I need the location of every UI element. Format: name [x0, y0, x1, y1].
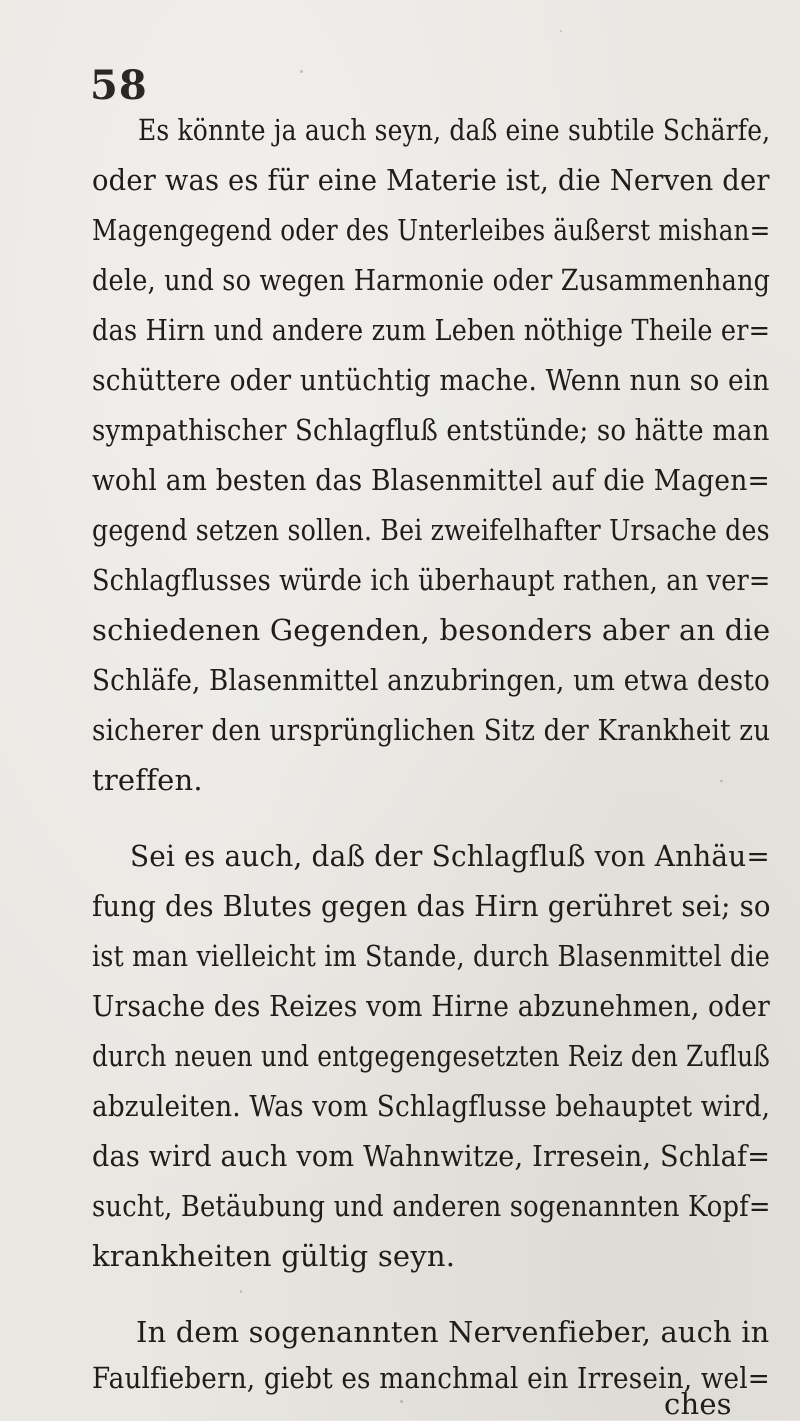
- text-line: abzuleiten. Was vom Schlagflusse behauptet wird,: [92, 1089, 771, 1123]
- text-line: sucht, Betäubung und anderen sogenannten Kopf=: [92, 1189, 771, 1223]
- text-line: sicherer den ursprünglichen Sitz der Krankheit zu: [92, 713, 771, 747]
- text-line: Magengegend oder des Unterleibes äußerst mishan=: [92, 213, 771, 247]
- text-line: durch neuen und entgegengesetzten Reiz den Zufluß: [92, 1039, 771, 1073]
- text-line: Schläfe, Blasenmittel anzubringen, um etwa desto: [92, 663, 771, 697]
- text-line: wohl am besten das Blasenmittel auf die Magen=: [92, 463, 770, 497]
- paper-speck: [560, 30, 562, 32]
- text-line: Ursache des Reizes vom Hirne abzunehmen, oder: [92, 989, 771, 1023]
- text-line: treffen.: [92, 763, 203, 797]
- text-line: ist man vielleicht im Stande, durch Blasenmittel die: [92, 939, 770, 973]
- text-line: Sei es auch, daß der Schlagfluß von Anhäu=: [130, 839, 770, 873]
- text-line: ches: [664, 1387, 732, 1421]
- text-line: Schlagflusses würde ich überhaupt rathen, an ver=: [92, 563, 771, 597]
- paper-speck: [720, 780, 723, 782]
- text-line: krankheiten gültig seyn.: [92, 1239, 456, 1273]
- text-line: dele, und so wegen Harmonie oder Zusammenhang: [92, 263, 771, 297]
- text-line: gegend setzen sollen. Bei zweifelhafter Ursache des: [92, 513, 770, 547]
- paper-speck: [240, 1290, 242, 1293]
- paper-speck: [400, 1400, 403, 1403]
- text-line: schiedenen Gegenden, besonders aber an die: [92, 613, 771, 647]
- text-line: oder was es für eine Materie ist, die Nerven der: [92, 163, 770, 197]
- text-line: Faulfiebern, giebt es manchmal ein Irresein, wel=: [92, 1361, 770, 1395]
- page-number: 58: [90, 62, 148, 109]
- paper-speck: [300, 70, 303, 73]
- text-line: schüttere oder untüchtig mache. Wenn nun so ein: [92, 363, 770, 397]
- text-line: das Hirn und andere zum Leben nöthige Theile er=: [92, 313, 771, 347]
- text-line: Es könnte ja auch seyn, daß eine subtile Schärfe,: [138, 113, 771, 147]
- text-line: fung des Blutes gegen das Hirn gerühret sei; so: [92, 889, 771, 923]
- text-line: In dem sogenannten Nervenfieber, auch in: [136, 1315, 770, 1349]
- text-line: das wird auch vom Wahnwitze, Irresein, Schlaf=: [92, 1139, 771, 1173]
- text-line: sympathischer Schlagfluß entstünde; so hätte man: [92, 413, 770, 447]
